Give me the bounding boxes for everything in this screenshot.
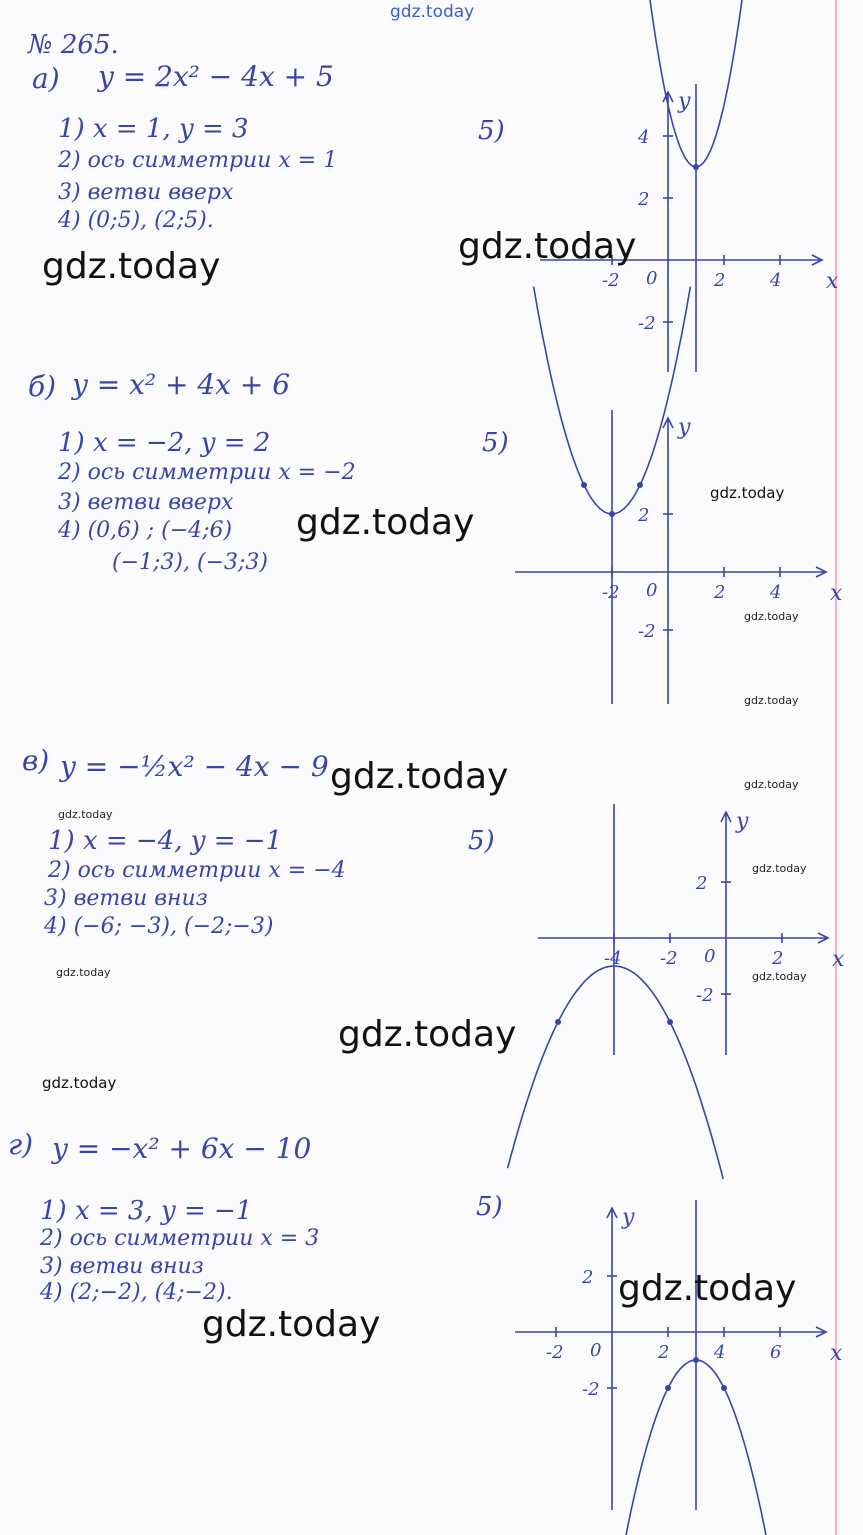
origin-label: 0 — [590, 1340, 602, 1361]
watermark: gdz.today — [56, 966, 111, 979]
section-d-label: г) — [8, 1128, 34, 1161]
marked-point — [693, 1357, 699, 1363]
x-tick-label: 2 — [714, 582, 726, 603]
x-axis-label: x — [832, 947, 845, 972]
marked-point — [665, 1385, 671, 1391]
x-tick-label: -2 — [660, 948, 678, 969]
y-axis-label: y — [678, 89, 691, 114]
watermark: gdz.today — [42, 246, 221, 287]
x-axis-label: x — [826, 269, 839, 294]
section-c-step-1: 1) x = −4, y = −1 — [48, 826, 283, 856]
y-tick-label: 4 — [638, 127, 650, 148]
section-b-step-2: 2) ось симметрии x = −2 — [58, 460, 356, 485]
section-a-step-2: 2) ось симметрии x = 1 — [58, 148, 338, 173]
section-c-step-4: 4) (−6; −3), (−2;−3) — [44, 914, 274, 939]
y-axis-label: y — [622, 1205, 635, 1230]
section-a-graph-label: 5) — [478, 116, 505, 146]
section-a-step-3: 3) ветви вверх — [58, 180, 234, 205]
y-tick-label: -2 — [696, 985, 714, 1006]
x-tick-label: 6 — [770, 1342, 782, 1363]
watermark: gdz.today — [744, 778, 799, 791]
origin-label: 0 — [646, 580, 658, 601]
x-tick-label: -4 — [604, 948, 622, 969]
section-b-step-4-cont: (−1;3), (−3;3) — [112, 550, 268, 575]
section-b-equation: y = x² + 4x + 6 — [72, 368, 291, 401]
x-axis-label: x — [830, 1341, 843, 1366]
watermark: gdz.today — [744, 610, 799, 623]
watermark: gdz.today — [744, 694, 799, 707]
x-tick-label: -2 — [546, 1342, 564, 1363]
x-tick-label: 2 — [772, 948, 784, 969]
section-d-step-4: 4) (2;−2), (4;−2). — [40, 1280, 233, 1305]
section-a-step-4: 4) (0;5), (2;5). — [58, 208, 214, 233]
y-tick-label: 2 — [582, 1267, 594, 1288]
section-c-equation: y = −½x² − 4x − 9 — [60, 750, 329, 783]
watermark: gdz.today — [58, 808, 113, 821]
watermark: gdz.today — [458, 226, 637, 267]
y-tick-label: 2 — [696, 873, 708, 894]
section-c-step-2: 2) ось симметрии x = −4 — [48, 858, 346, 883]
section-d-step-3: 3) ветви вниз — [40, 1254, 204, 1279]
origin-label: 0 — [646, 268, 658, 289]
section-c-step-3: 3) ветви вниз — [44, 886, 208, 911]
section-b-graph-label: 5) — [482, 428, 509, 458]
x-tick-label: 2 — [714, 270, 726, 291]
section-c-label: в) — [22, 744, 50, 777]
y-tick-label: -2 — [638, 621, 656, 642]
section-c-graph-label: 5) — [468, 826, 495, 856]
section-a-label: а) — [32, 62, 60, 95]
x-axis-label: x — [830, 581, 843, 606]
section-b-label: б) — [28, 370, 57, 403]
watermark: gdz.today — [296, 502, 475, 543]
x-tick-label: -2 — [602, 270, 620, 291]
x-tick-label: -2 — [602, 582, 620, 603]
y-axis-label: y — [736, 809, 749, 834]
watermark: gdz.today — [42, 1074, 117, 1092]
y-axis-label: y — [678, 415, 691, 440]
watermark: gdz.today — [752, 970, 807, 983]
section-b-step-3: 3) ветви вверх — [58, 490, 234, 515]
watermark: gdz.today — [330, 756, 509, 797]
section-b-step-1: 1) x = −2, y = 2 — [58, 428, 271, 458]
watermark: gdz.today — [338, 1014, 517, 1055]
y-tick-label: -2 — [582, 1379, 600, 1400]
section-d-step-1: 1) x = 3, y = −1 — [40, 1196, 253, 1226]
watermark: gdz.today — [202, 1304, 381, 1345]
y-tick-label: 2 — [638, 505, 650, 526]
section-b-step-4: 4) (0,6) ; (−4;6) — [58, 518, 233, 543]
watermark-top: gdz.today — [390, 2, 475, 22]
watermark: gdz.today — [710, 484, 785, 502]
section-d-equation: y = −x² + 6x − 10 — [52, 1132, 312, 1165]
y-tick-label: 2 — [638, 189, 650, 210]
problem-number: № 265. — [28, 30, 119, 60]
x-tick-label: 4 — [770, 270, 782, 291]
section-d-step-2: 2) ось симметрии x = 3 — [40, 1226, 320, 1251]
x-tick-label: 4 — [770, 582, 782, 603]
section-d-graph-label: 5) — [476, 1192, 503, 1222]
section-a-equation: y = 2x² − 4x + 5 — [98, 60, 334, 93]
x-tick-label: 2 — [658, 1342, 670, 1363]
origin-label: 0 — [704, 946, 716, 967]
x-tick-label: 4 — [714, 1342, 726, 1363]
watermark: gdz.today — [618, 1268, 797, 1309]
y-tick-label: -2 — [638, 313, 656, 334]
marked-point — [721, 1385, 727, 1391]
section-a-step-1: 1) x = 1, y = 3 — [58, 114, 249, 144]
watermark: gdz.today — [752, 862, 807, 875]
